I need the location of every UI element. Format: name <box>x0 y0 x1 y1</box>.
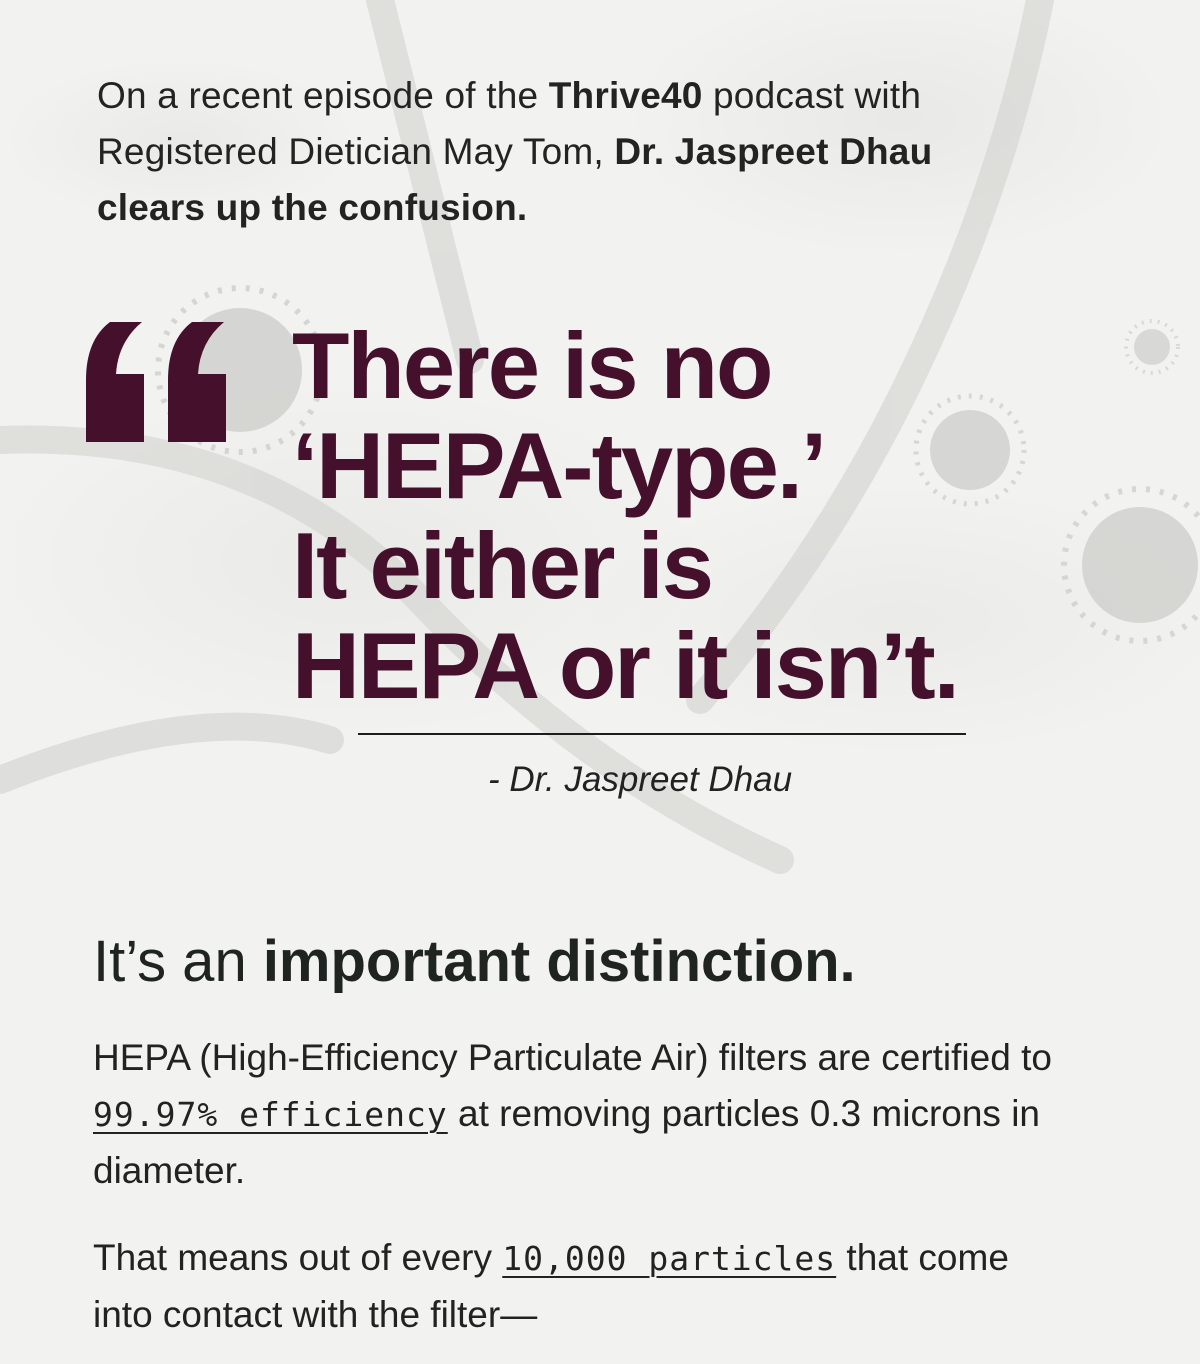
para-text: HEPA (High-Efficiency Particulate Air) filters are certified to <box>93 1037 1052 1078</box>
quote-line: HEPA or it isn’t. <box>292 613 958 718</box>
efficiency-highlight: 99.97% efficiency <box>93 1095 448 1134</box>
quote-attribution: - Dr. Jaspreet Dhau <box>488 760 793 799</box>
para-text: That means out of every <box>93 1237 503 1278</box>
heading-light: It’s an <box>93 929 263 994</box>
open-quote-icon <box>80 300 240 460</box>
particles-paragraph <box>93 1230 1053 1343</box>
intro-emphasis: Dr. Jaspreet Dhau clears up the confusion. <box>97 131 933 228</box>
para-text: that come into contact with the filter— <box>93 1237 1009 1335</box>
section-heading <box>93 928 856 995</box>
para-text: at removing particles 0.3 microns in diameter. <box>93 1093 1041 1191</box>
hepa-definition-paragraph <box>93 1030 1053 1199</box>
quote-divider <box>358 733 966 735</box>
intro-text-start: On a recent episode of the <box>97 75 549 116</box>
quote-line: There is no <box>292 313 772 418</box>
quote-line: ‘HEPA-type.’ <box>292 413 826 518</box>
pull-quote <box>292 313 1112 718</box>
heading-bold: important distinction. <box>262 929 856 994</box>
podcast-name: Thrive40 <box>548 75 703 116</box>
virus-icon <box>1126 321 1178 373</box>
intro-paragraph <box>97 68 1037 236</box>
intro-text-middle: podcast with Registered Dietician May Tom, <box>97 75 922 172</box>
quote-line: It either is <box>292 513 713 618</box>
particles-highlight: 10,000 particles <box>502 1239 837 1278</box>
